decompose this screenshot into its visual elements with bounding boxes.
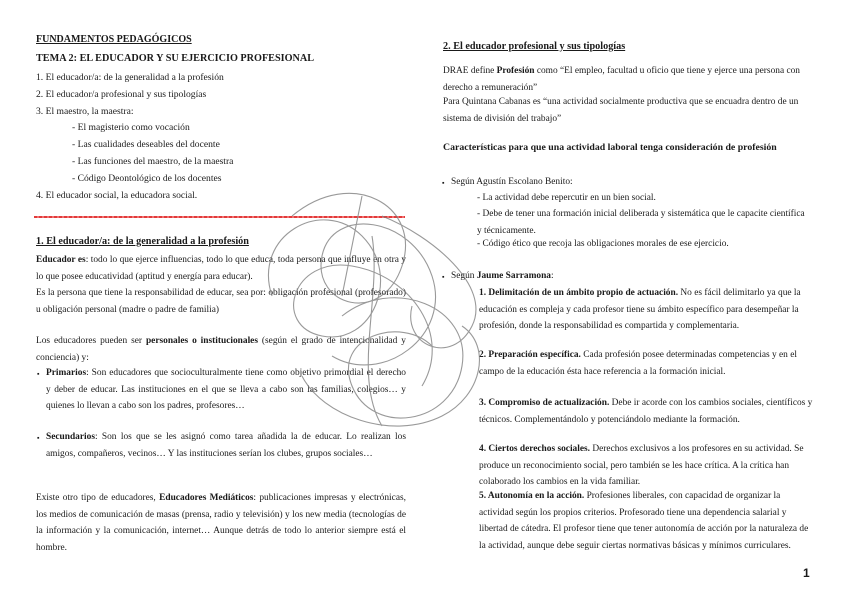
toc-subitem: - Las cualidades deseables del docente — [72, 139, 220, 150]
term-primarios: Primarios — [46, 368, 87, 378]
item-title: 5. Autonomía en la acción. — [479, 491, 585, 501]
item-title: 2. Preparación específica. — [479, 350, 581, 360]
toc-item: 1. El educador/a: de la generalidad a la profesión — [36, 72, 224, 83]
text: Existe otro tipo de educadores, — [36, 493, 160, 503]
caracteristicas-heading: Características para que una actividad laboral tenga consideración de profesión — [443, 142, 777, 153]
text: Los educadores pueden ser — [36, 336, 146, 346]
item-text: Debe ir acorde con los cambios sociales, científicos y técnicos. Complementándolo y potenciándolo mediante la formación. — [479, 398, 813, 425]
sarramona-item — [479, 395, 813, 428]
paragraph-quintana: Para Quintana Cabanas es “una actividad socialmente productiva que se encuadra dentro de un sistema de división del trabajo” — [443, 97, 799, 124]
page-number: 1 — [803, 566, 810, 580]
tema-title: TEMA 2: EL EDUCADOR Y SU EJERCICIO PROFESIONAL — [36, 53, 315, 64]
item-text: Profesiones liberales, con capacidad de organizar la actividad según los propios criterios. Profesorado tiene una dependencia salarial y libertad de cátedra. El profesor tiene que tener autonomía de acción por la naturaleza de la actividad, aunque debe seguir ciertas normativas básicas y mínimos curriculares. — [479, 491, 809, 551]
toc-subitem: - Código Deontológico de los docentes — [72, 173, 222, 184]
text: : Son educadores que socioculturalmente tiene como objetivo primordial el derecho y deber de educar. Las instituciones en el que se lleva a cabo son las familias, colegios… y quienes lo llevan a cabo son los padres, profesores… — [46, 368, 406, 412]
text: Según — [451, 271, 477, 281]
author-name: Jaume Sarramona — [476, 271, 551, 281]
escolano-label: ▪ Según Agustín Escolano Benito: — [451, 174, 811, 191]
item-text: Cada profesión posee determinadas competencias y en el campo de la educación ésta hace referencia a la formación inicial. — [479, 350, 797, 377]
definition-text: : todo lo que ejerce influencias, todo lo que educa, toda persona que influye en otra y lo que posee educatividad (aptitud y energía para educar). — [36, 255, 407, 282]
term-profesion: Profesión — [496, 66, 535, 76]
toc-item: 4. El educador social, la educadora social. — [36, 190, 198, 201]
toc-item: 2. El educador/a profesional y sus tipologías — [36, 89, 207, 100]
escolano-item: - La actividad debe repercutir en un bien social. — [477, 193, 656, 203]
paragraph-responsabilidad: Es la persona que tiene la responsabilidad de educar, sea por: obligación profesional (profesorado) u obligación personal (madre o padre de familia) — [36, 288, 406, 315]
escolano-item: - Debe de tener una formación inicial deliberada y sistemática que le capacite científica y técnicamente. — [477, 209, 805, 236]
item-text: Derechos exclusivos a los profesores en su actividad. Se produce un reconocimiento social, pero también se les hace crítica. A la crítica han colaborado los cambios en la vida familiar. — [479, 444, 804, 488]
toc-subitem: - Las funciones del maestro, de la maestra — [72, 156, 234, 167]
term-secundarios: Secundarios — [46, 432, 95, 442]
text: : — [551, 271, 554, 281]
escolano-item: - Código ético que recoja las obligaciones morales de ese ejercicio. — [477, 239, 729, 249]
sarramona-item — [479, 285, 813, 335]
term-personales: personales o institucionales — [145, 336, 258, 346]
text: : Son los que se les asignó como tarea añadida la de educar. Lo realizan los amigos, compañeros, vecinos… Y las instituciones serían los clubes, grupos sociales… — [46, 432, 406, 459]
sarramona-item — [479, 441, 813, 491]
paragraph-drae — [443, 63, 813, 96]
toc-subitem: - El magisterio como vocación — [72, 122, 190, 133]
section-2-heading: 2. El educador profesional y sus tipologías — [443, 41, 626, 52]
text: : publicaciones impresas y electrónicas, los medios de comunicación de masas (prensa, radio y televisión) y los new media (tecnologías de la información y la comunicación, internet… Aunque detrás de todo lo anterior siempre está el hombre. — [36, 493, 406, 553]
item-title: 3. Compromiso de actualización. — [479, 398, 610, 408]
text: como “El empleo, facultad u oficio que tiene y ejerce una persona con derecho a remuneración” — [443, 66, 800, 93]
text: DRAE define — [443, 66, 497, 76]
item-title: 1. Delimitación de un ámbito propio de actuación. — [479, 288, 679, 298]
course-title: FUNDAMENTOS PEDAGÓGICOS — [36, 34, 192, 45]
sarramona-item — [479, 347, 813, 380]
paragraph-mediaticos — [36, 490, 406, 556]
toc-item: 3. El maestro, la maestra: — [36, 106, 134, 117]
term-educador: Educador es — [36, 255, 86, 265]
term-mediaticos: Educadores Mediáticos — [159, 493, 254, 503]
item-title: 4. Ciertos derechos sociales. — [479, 444, 591, 454]
section-1-heading: 1. El educador/a: de la generalidad a la profesión — [36, 236, 249, 247]
text: (según el grado de intencionalidad y conciencia) y: — [36, 336, 406, 363]
sarramona-item — [479, 488, 813, 554]
item-text: No es fácil delimitarlo ya que la educación es compleja y cada profesor tiene su ámbito específico para desempeñar la profesión, donde la responsabilidad es compartida y complementaria. — [479, 288, 801, 332]
watermark-scribble — [232, 176, 512, 446]
